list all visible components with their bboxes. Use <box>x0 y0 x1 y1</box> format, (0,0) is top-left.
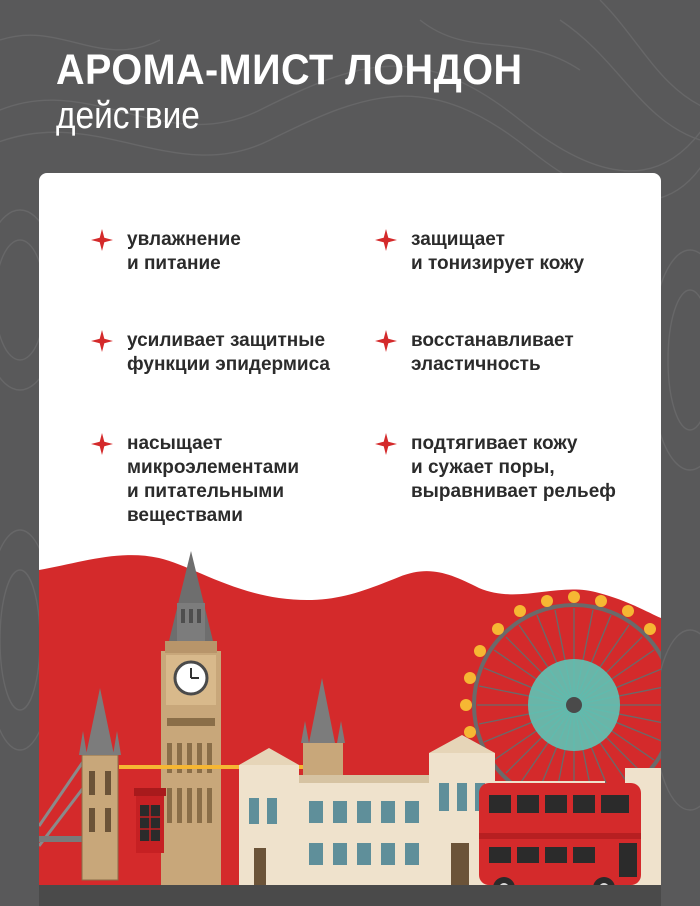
benefit-text: восстанавливает эластичность <box>411 330 574 375</box>
benefit-text: увлажнение и питание <box>127 229 241 274</box>
page-subtitle: действие <box>56 95 200 137</box>
ground <box>39 885 661 906</box>
four-point-star-icon <box>91 229 113 251</box>
benefit-item <box>375 329 574 377</box>
benefit-text: защищает и тонизирует кожу <box>411 229 585 274</box>
benefit-item <box>91 228 241 276</box>
benefit-text: подтягивает кожу и сужает поры, выравнивает рельеф <box>411 433 616 502</box>
benefit-item <box>91 329 330 377</box>
four-point-star-icon <box>375 330 397 352</box>
four-point-star-icon <box>91 433 113 455</box>
london-skyline-illustration <box>39 543 661 906</box>
benefit-item <box>91 432 299 528</box>
header <box>56 44 563 138</box>
four-point-star-icon <box>91 330 113 352</box>
four-point-star-icon <box>375 433 397 455</box>
page-title: АРОМА-МИСТ ЛОНДОН <box>56 46 523 94</box>
benefit-item <box>375 432 616 504</box>
benefits-list <box>39 173 661 573</box>
benefit-text: насыщает микроэлементами и питательными веществами <box>127 433 300 526</box>
content-card <box>39 173 661 906</box>
benefit-text: усиливает защитные функции эпидермиса <box>127 330 330 375</box>
red-telephone-box <box>134 788 166 853</box>
red-double-decker-bus <box>479 783 641 899</box>
benefit-item <box>375 228 584 276</box>
four-point-star-icon <box>375 229 397 251</box>
